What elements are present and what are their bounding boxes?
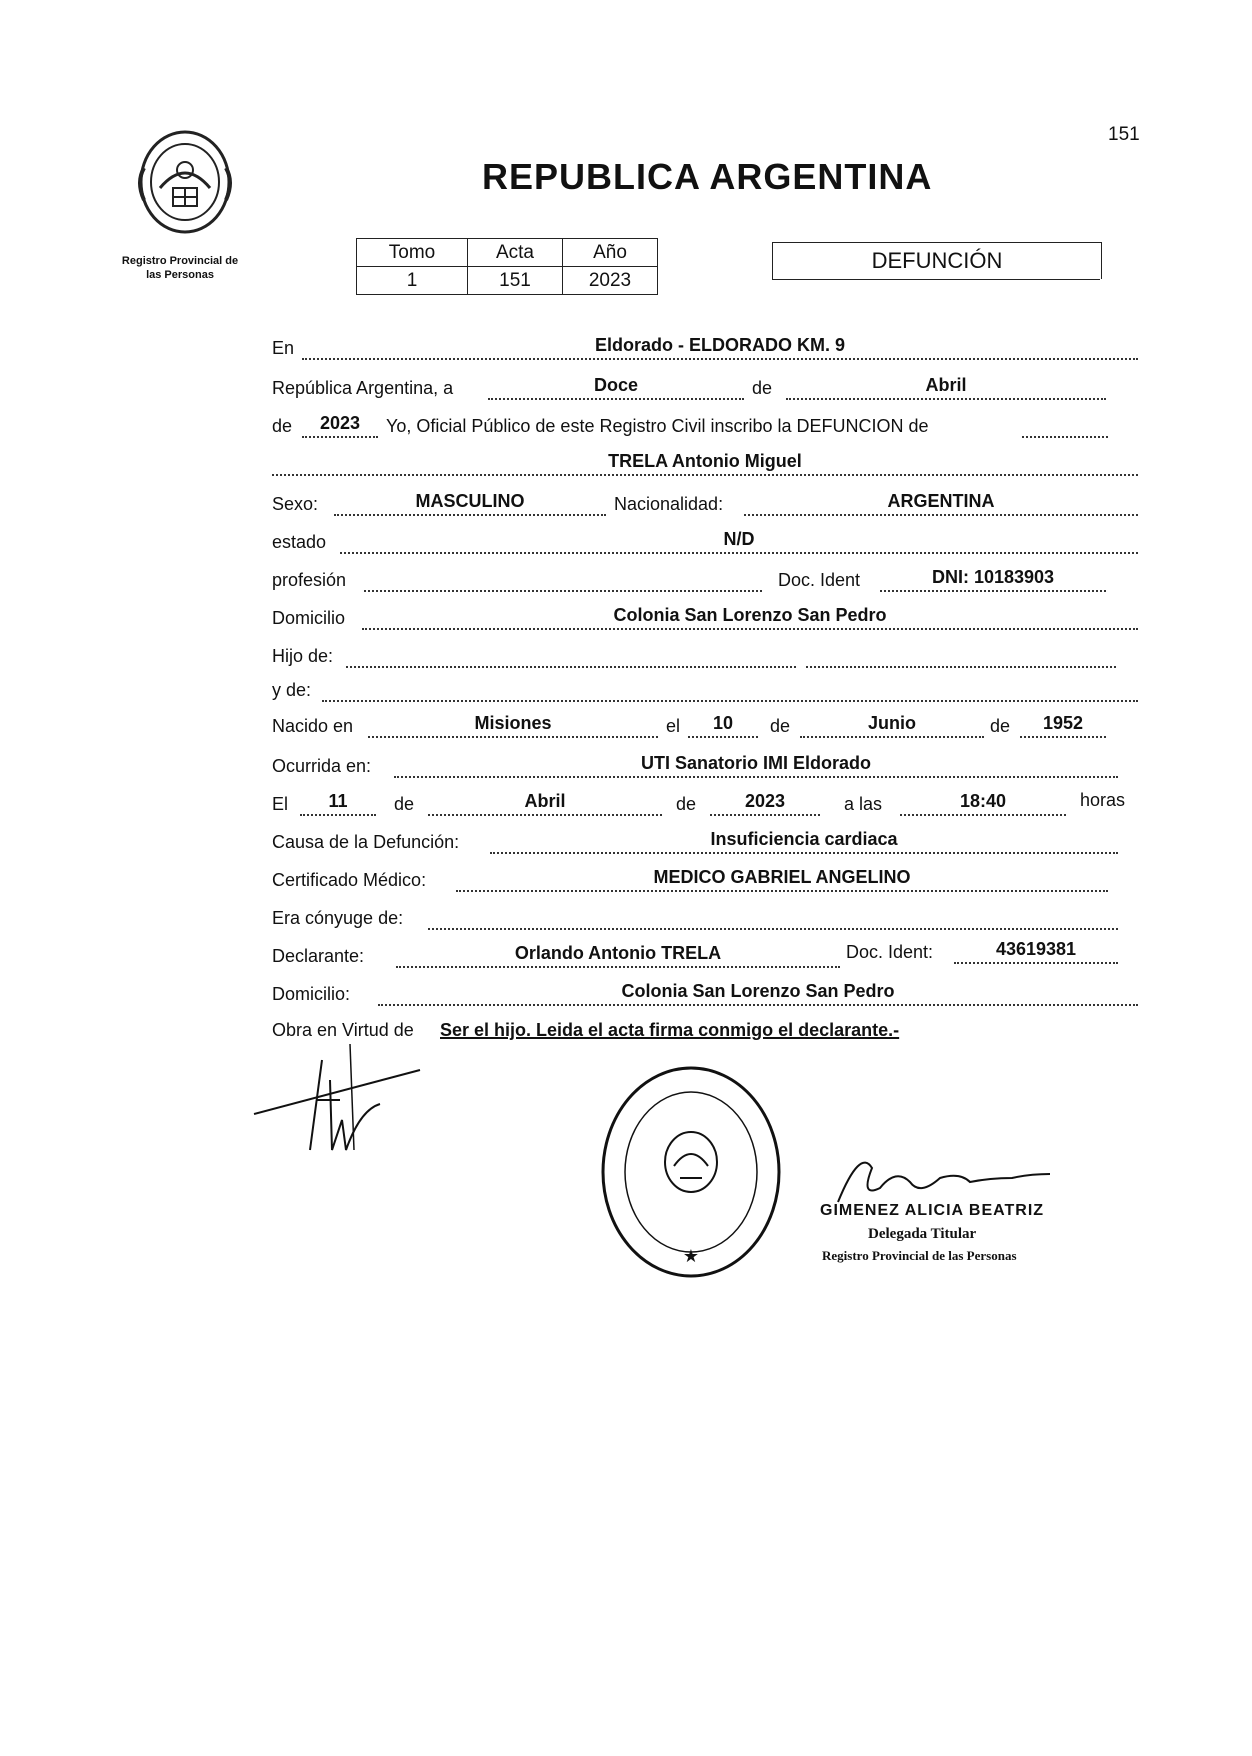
field-nac-anio: 1952 [1020,712,1106,738]
field-declarante-domicilio: Colonia San Lorenzo San Pedro [378,980,1138,1006]
label-profesion: profesión [272,570,347,590]
field-declarante-doc: 43619381 [954,938,1118,964]
label-certificado: Certificado Médico: [272,870,427,890]
official-name: GIMENEZ ALICIA BEATRIZ [820,1202,1045,1219]
field-yo-blank [1022,412,1108,438]
document-type-underline [772,279,1100,280]
page-title: REPUBLICA ARGENTINA [482,156,933,197]
field-nombre: TRELA Antonio Miguel [272,450,1138,476]
field-hijo-de [346,642,796,668]
registry-line-1: Registro Provincial de [121,255,239,267]
field-profesion [364,566,762,592]
svg-text:★: ★ [682,1246,700,1266]
field-ocurrida-en: UTI Sanatorio IMI Eldorado [394,752,1118,778]
label-horas: horas [1080,790,1126,810]
field-hora: 18:40 [900,790,1066,816]
label-sexo: Sexo: [272,494,319,514]
field-obra-virtud: Ser el hijo. Leida el acta firma conmigo el declarante.- [440,1020,900,1040]
value-anio: 2023 [563,267,658,295]
field-def-mes: Abril [428,790,662,816]
label-a-las: a las [844,794,883,814]
label-estado: estado [272,532,327,552]
registry-caption [100,254,260,282]
field-nacido-en: Misiones [368,712,658,738]
label-de-4: de [990,716,1011,736]
label-declarante: Declarante: [272,946,365,966]
label-el: el [666,716,681,736]
label-de-5: de [394,794,415,814]
field-lugar: Eldorado - ELDORADO KM. 9 [302,334,1138,360]
label-y-de: y de: [272,680,312,700]
field-def-anio: 2023 [710,790,820,816]
field-anio: 2023 [302,412,378,438]
label-domicilio-2: Domicilio: [272,984,351,1004]
label-obra: Obra en Virtud de [272,1020,414,1040]
document-type: DEFUNCIÓN [871,248,1003,273]
field-certificado: MEDICO GABRIEL ANGELINO [456,866,1108,892]
label-en: En [272,338,295,358]
header-anio: Año [563,239,658,267]
value-acta: 151 [468,267,563,295]
field-estado: N/D [340,528,1138,554]
field-dni: DNI: 10183903 [880,566,1106,592]
label-doc-ident: Doc. Ident [778,570,861,590]
label-de-3: de [770,716,791,736]
field-declarante: Orlando Antonio TRELA [396,942,840,968]
page-number: 151 [1108,124,1140,145]
label-nacido-en: Nacido en [272,716,354,736]
document-type-box [772,242,1102,279]
label-ocurrida-en: Ocurrida en: [272,756,372,776]
official-role: Delegada Titular [868,1226,977,1242]
field-nac-mes: Junio [800,712,984,738]
declarant-signature [250,1040,430,1160]
label-el-cap: El [272,794,289,814]
label-nacionalidad: Nacionalidad: [614,494,724,514]
label-conyuge: Era cónyuge de: [272,908,404,928]
registry-line-2: las Personas [146,269,214,281]
reference-table [356,238,658,295]
label-yo: Yo, Oficial Público de este Registro Civil inscribo la DEFUNCION de [386,416,929,436]
header-tomo: Tomo [357,239,468,267]
field-def-dia: 11 [300,790,376,816]
field-causa: Insuficiencia cardiaca [490,828,1118,854]
label-domicilio: Domicilio [272,608,346,628]
field-nac-dia: 10 [688,712,758,738]
label-hijo-de: Hijo de: [272,646,334,666]
label-republica: República Argentina, a [272,378,454,398]
label-doc-ident-2: Doc. Ident: [846,942,934,962]
field-hijo-de-2 [806,642,1116,668]
official-registry: Registro Provincial de las Personas [822,1248,1017,1263]
official-signature [820,1148,1070,1208]
field-conyuge [428,904,1118,930]
label-de-6: de [676,794,697,814]
header-acta: Acta [468,239,563,267]
field-nacionalidad: ARGENTINA [744,490,1138,516]
label-causa: Causa de la Defunción: [272,832,460,852]
field-dia-texto: Doce [488,374,744,400]
field-domicilio: Colonia San Lorenzo San Pedro [362,604,1138,630]
field-y-de [322,676,1138,702]
field-mes: Abril [786,374,1106,400]
provincial-seal-icon [130,128,240,240]
value-tomo: 1 [357,267,468,295]
label-de-1: de [752,378,773,398]
registry-stamp-icon [596,1062,786,1280]
label-de-2: de [272,416,293,436]
field-sexo: MASCULINO [334,490,606,516]
